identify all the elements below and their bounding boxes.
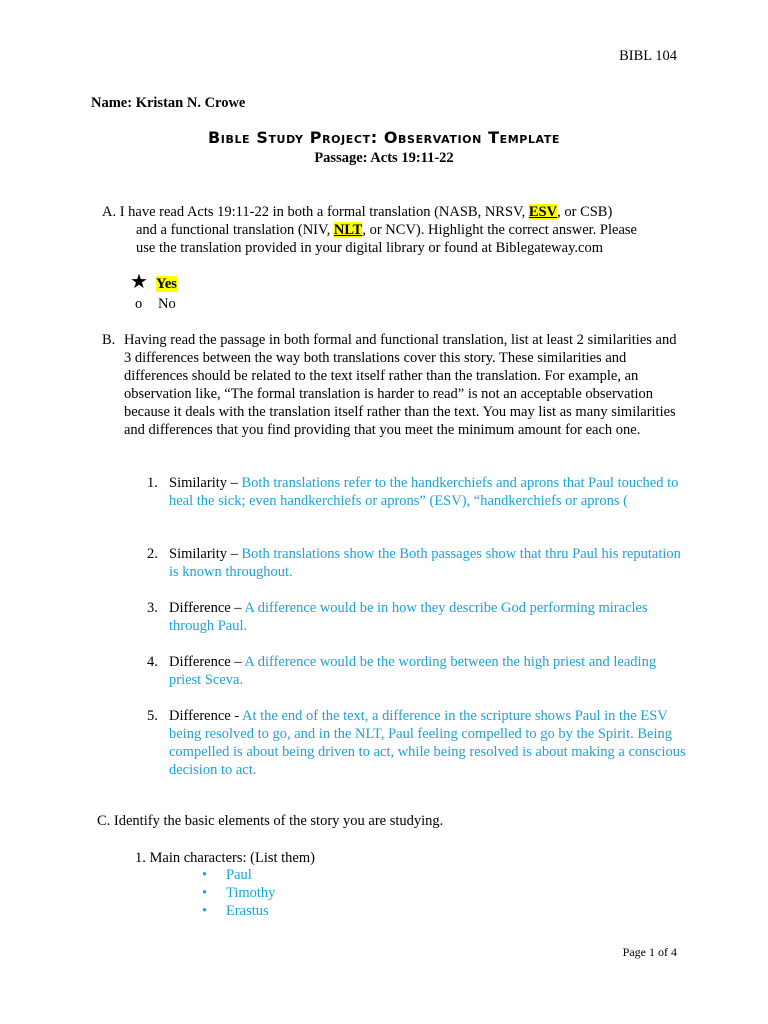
option-yes-label: Yes — [156, 276, 177, 292]
list-item: • Timothy — [202, 885, 276, 901]
section-c-heading: C. Identify the basic elements of the story you are studying. — [97, 813, 444, 829]
answer-text: A difference would be in how they describe God performing miracles through Paul. — [169, 600, 648, 634]
section-b-instructions: Having read the passage in both formal and functional translation, list at least 2 similarities and 3 differences between the way both translations cover this story. These similarities and differences should be related to the text itself rather than the translation. For example, an observation like, “The formal translation is harder to read” is not an acceptable observation because it deals with the translation itself rather than the text. You may list as many similarities and differences that you find providing that you meet the minimum amount for each one. — [124, 332, 677, 438]
list-item: 2. Similarity – Both translations show the Both passages show that thru Paul his reputation is known throughout. — [147, 546, 681, 580]
list-item: 5. Difference - At the end of the text, a difference in the scripture shows Paul in the ESV being resolved to go, and in the NLT, Paul feeling compelled to go by the Spirit. Being compelled is about being driven to act, while being resolved is about making a conscious decision to act. — [147, 708, 686, 778]
list-item: 4. Difference – A difference would be the wording between the high priest and leading priest Sceva. — [147, 654, 657, 688]
answer-text: A difference would be the wording between the high priest and leading priest Sceva. — [169, 654, 657, 688]
esv-highlight: ESV — [528, 204, 558, 220]
bullet-icon: • — [202, 885, 208, 901]
star-icon: ★ — [130, 271, 148, 293]
option-no[interactable] — [130, 294, 176, 314]
course-code: BIBL 104 — [619, 48, 677, 64]
main-characters-label: 1. Main characters: (List them) — [135, 850, 315, 866]
section-a-line3: use the translation provided in your digital library or found at Biblegateway.com — [136, 240, 603, 256]
option-no-label: No — [158, 296, 176, 312]
answer-text: Both translations show the Both passages show that thru Paul his reputation is known throughout. — [169, 546, 681, 580]
circle-bullet-icon: o — [135, 296, 143, 312]
bullet-icon: • — [202, 867, 208, 883]
document-title — [0, 128, 768, 148]
section-a-line1: A. I have read Acts 19:11-22 in both a formal translation (NASB, NRSV, ESV, or CSB) — [102, 204, 613, 220]
section-a — [102, 203, 682, 257]
page-number: Page 1 of 4 — [622, 945, 677, 959]
section-b-label: B. — [102, 332, 116, 348]
title-text: Bible Study Project: Observation Template — [207, 128, 561, 147]
list-item: 3. Difference – A difference would be in how they describe God performing miracles through Paul. — [147, 600, 648, 634]
student-name: Name: Kristan N. Crowe — [91, 95, 246, 111]
nlt-highlight: NLT — [333, 222, 363, 238]
answer-text: At the end of the text, a difference in the scripture shows Paul in the ESV being resolved to go, and in the NLT, Paul feeling compelled to go by the Spirit. Being compelled is about being driven to act, while being resolved is about making a conscious decision to act. — [169, 708, 686, 778]
list-item: • Erastus — [202, 903, 269, 919]
answer-text: Both translations refer to the handkerchiefs and aprons that Paul touched to heal the sick; even handkerchiefs or aprons” (ESV), “handkerchiefs or aprons ( — [169, 475, 679, 509]
bullet-icon: • — [202, 903, 208, 919]
list-item: • Paul — [202, 867, 252, 883]
option-yes[interactable] — [130, 272, 177, 294]
section-b — [102, 331, 682, 439]
section-a-line2: and a functional translation (NIV, NLT, or NCV). Highlight the correct answer. Please — [136, 222, 637, 238]
character-list — [202, 866, 275, 920]
list-item: 1. Similarity – Both translations refer to the handkerchiefs and aprons that Paul touched to heal the sick; even handkerchiefs or aprons” (ESV), “handkerchiefs or aprons ( — [147, 475, 679, 509]
passage-reference: Passage: Acts 19:11-22 — [314, 150, 454, 166]
